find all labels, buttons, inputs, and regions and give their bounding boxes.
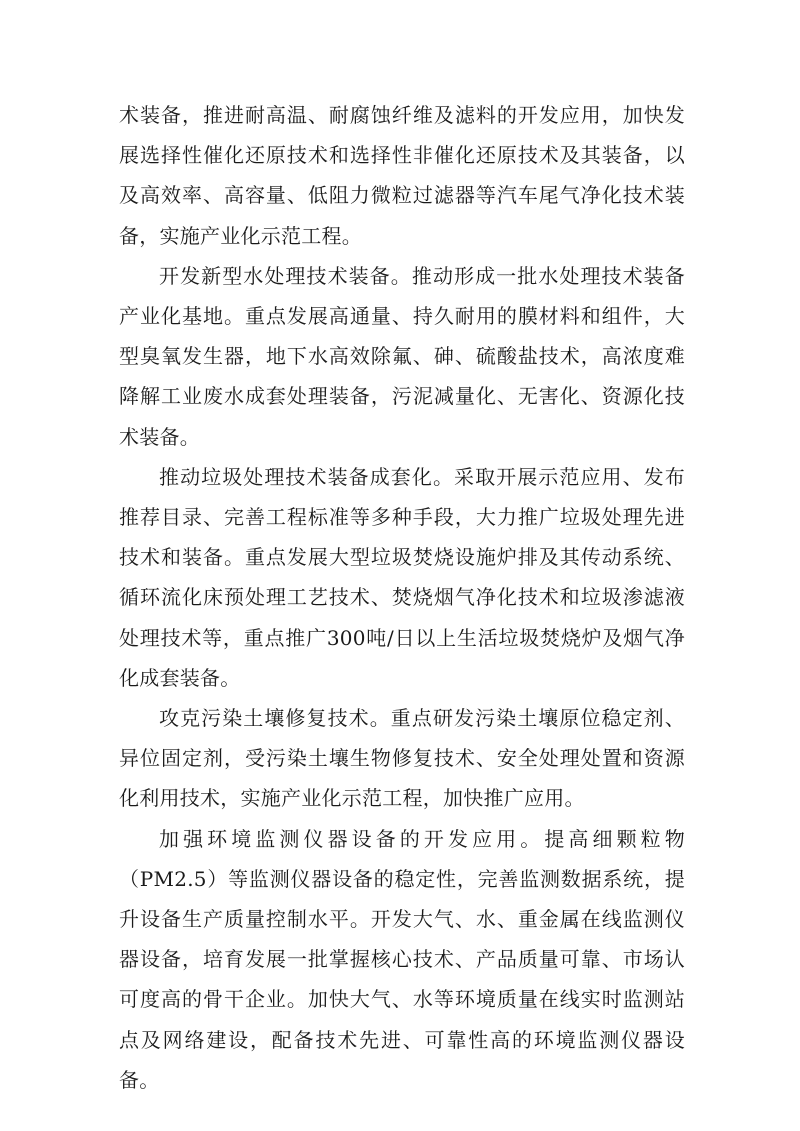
- paragraph-environment-monitoring: 加强环境监测仪器设备的开发应用。提高细颗粒物（PM2.5）等监测仪器设备的稳定性，完善监测数据系统，提升设备生产质量控制水平。开发大气、水、重金属在线监测仪器设备，培育发展一批掌握核心技术、产品质量可靠、市场认可度高的骨干企业。加快大气、水等环境质量在线实时监测站点及网络建设，配备技术先进、可靠性高的环境监测仪器设备。: [119, 826, 685, 1092]
- document-body: [119, 95, 685, 1100]
- paragraph-continuation: 术装备，推进耐高温、耐腐蚀纤维及滤料的开发应用，加快发展选择性催化还原技术和选择性非催化还原技术及其装备，以及高效率、高容量、低阻力微粒过滤器等汽车尾气净化技术装备，实施产业化示范工程。: [119, 103, 685, 248]
- paragraph-soil-remediation: 攻克污染土壤修复技术。重点研发污染土壤原位稳定剂、异位固定剂，受污染土壤生物修复技术、安全处理处置和资源化利用技术，实施产业化示范工程，加快推广应用。: [119, 706, 685, 811]
- paragraph-water-treatment: 开发新型水处理技术装备。推动形成一批水处理技术装备产业化基地。重点发展高通量、持久耐用的膜材料和组件，大型臭氧发生器，地下水高效除氟、砷、硫酸盐技术，高浓度难降解工业废水成套处理装备，污泥减量化、无害化、资源化技术装备。: [119, 263, 685, 449]
- paragraph-waste-treatment: 推动垃圾处理技术装备成套化。采取开展示范应用、发布推荐目录、完善工程标准等多种手段，大力推广垃圾处理先进技术和装备。重点发展大型垃圾焚烧设施炉排及其传动系统、循环流化床预处理工艺技术、焚烧烟气净化技术和垃圾渗滤液处理技术等，重点推广300吨/日以上生活垃圾焚烧炉及烟气净化成套装备。: [119, 464, 685, 690]
